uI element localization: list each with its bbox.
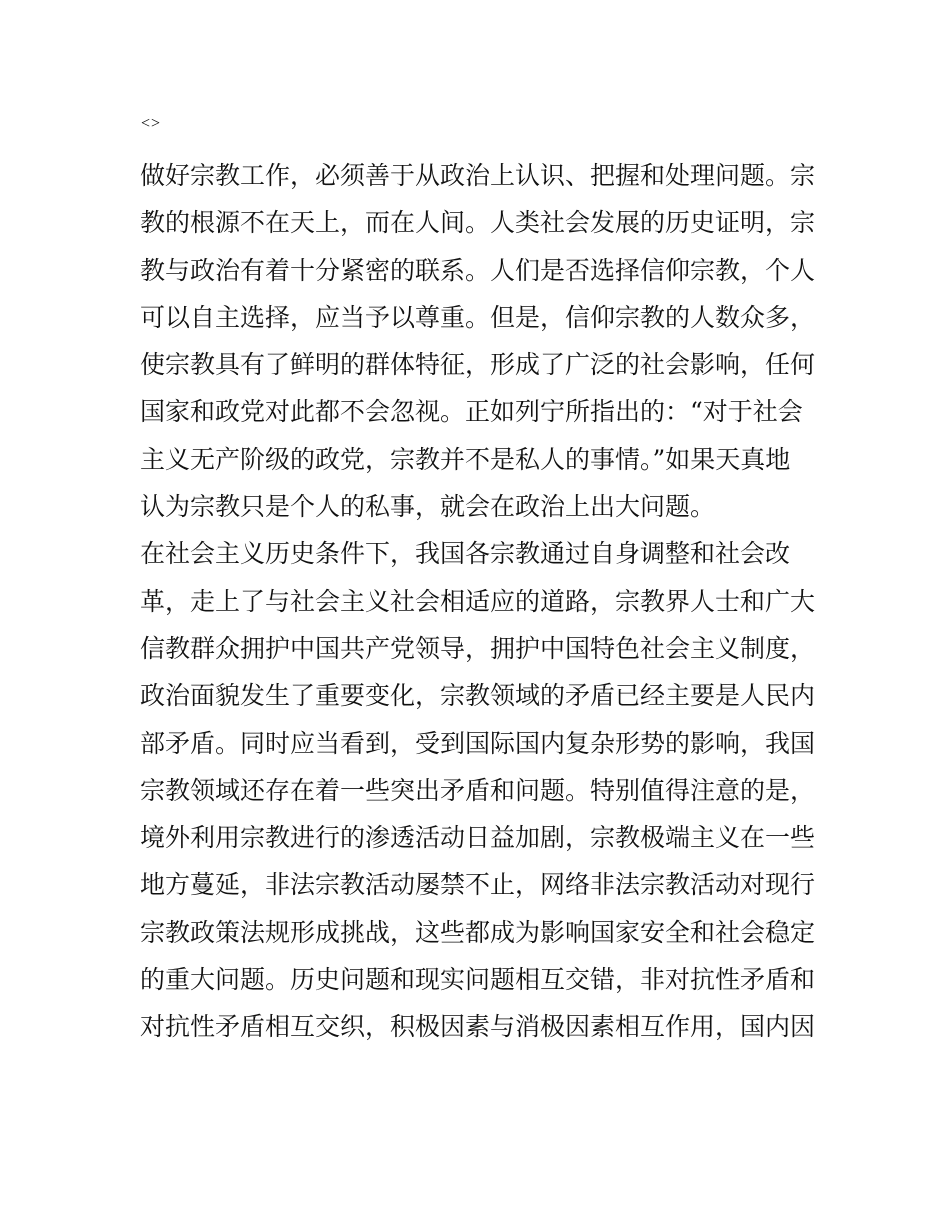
text-line: 在社会主义历史条件下，我国各宗教通过自身调整和社会改 bbox=[140, 539, 791, 569]
text-line: 可以自主选择，应当予以尊重。但是，信仰宗教的人数众多， bbox=[140, 302, 816, 332]
text-line: 教与政治有着十分紧密的联系。人们是否选择信仰宗教，个人 bbox=[140, 255, 816, 285]
body-text bbox=[140, 152, 816, 1051]
text-line: 信教群众拥护中国共产党领导，拥护中国特色社会主义制度， bbox=[140, 633, 816, 663]
text-line: 国家和政党对此都不会忽视。正如列宁所指出的：“对于社会 bbox=[140, 397, 803, 427]
text-line: 境外利用宗教进行的渗透活动日益加剧，宗教极端主义在一些 bbox=[140, 823, 816, 853]
text-line: 革，走上了与社会主义社会相适应的道路，宗教界人士和广大 bbox=[140, 586, 816, 616]
text-line: 做好宗教工作，必须善于从政治上认识、把握和处理问题。宗 bbox=[140, 161, 816, 190]
text-line: 宗教政策法规形成挑战，这些都成为影响国家安全和社会稳定 bbox=[140, 917, 816, 947]
text-line: 使宗教具有了鲜明的群体特征，形成了广泛的社会影响，任何 bbox=[140, 350, 816, 380]
section-marker: <> bbox=[141, 115, 162, 132]
text-line: 的重大问题。历史问题和现实问题相互交错，非对抗性矛盾和 bbox=[140, 965, 816, 995]
text-line: 主义无产阶级的政党，宗教并不是私人的事情。”如果天真地 bbox=[140, 444, 791, 474]
text-line: 对抗性矛盾相互交织，积极因素与消极因素相互作用，国内因 bbox=[140, 1012, 816, 1042]
text-line: 教的根源不在天上，而在人间。人类社会发展的历史证明，宗 bbox=[140, 208, 816, 238]
text-line: 政治面貌发生了重要变化，宗教领域的矛盾已经主要是人民内 bbox=[140, 681, 816, 711]
text-line: 宗教领域还存在着一些突出矛盾和问题。特别值得注意的是， bbox=[140, 775, 816, 805]
text-line: 部矛盾。同时应当看到，受到国际国内复杂形势的影响，我国 bbox=[140, 728, 816, 758]
text-line: 认为宗教只是个人的私事，就会在政治上出大问题。 bbox=[140, 492, 716, 522]
text-line: 地方蔓延，非法宗教活动屡禁不止，网络非法宗教活动对现行 bbox=[140, 870, 816, 900]
